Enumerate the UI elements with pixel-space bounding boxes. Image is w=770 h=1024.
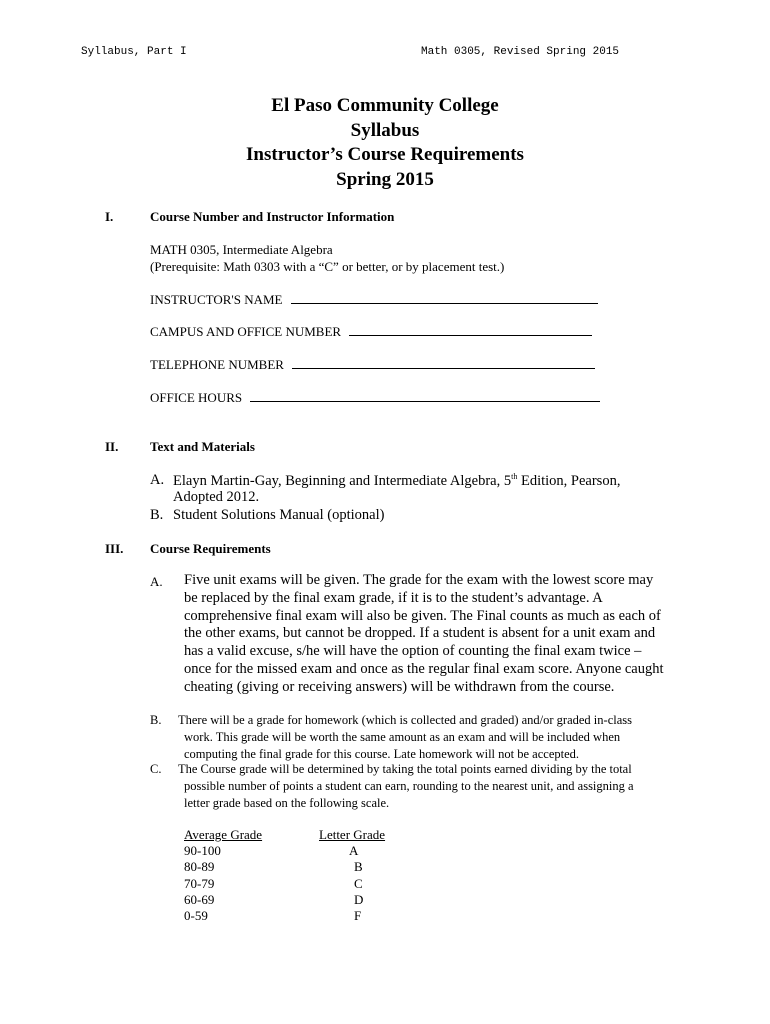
text-item-a (173, 472, 620, 490)
instructor-name-label: INSTRUCTOR'S NAME (150, 292, 283, 307)
requirement-b-line: computing the final grade for this course. Late homework will not be accepted. (184, 746, 580, 761)
text-item-a-label: A. (150, 472, 165, 488)
requirement-a-text (184, 572, 664, 697)
text-item-a-adopted: Adopted 2012. (173, 489, 260, 505)
requirement-a-line: comprehensive final exam will also be given. The Final counts as much as each of (184, 607, 661, 624)
instructor-name-blank[interactable] (291, 291, 598, 304)
telephone-label: TELEPHONE NUMBER (150, 357, 284, 372)
edition-superscript: th (511, 472, 518, 481)
office-hours-blank[interactable] (250, 389, 600, 402)
requirement-b-label: B. (150, 713, 162, 727)
letter-grade-cell: A (349, 843, 359, 859)
section-2-heading: Text and Materials (150, 439, 255, 454)
letter-grade-cell: F (354, 907, 362, 923)
text-item-b-label: B. (150, 507, 164, 523)
office-hours-label: OFFICE HOURS (150, 390, 243, 405)
requirement-a-line: the other exams, but cannot be dropped. If a student is absent for a unit exam and (184, 625, 656, 642)
average-grade-cell: 90-100 (184, 843, 221, 859)
average-grade-cell: 60-69 (184, 891, 215, 907)
requirement-b-text (184, 729, 620, 762)
requirement-c-line: letter grade based on the following scale. (184, 795, 390, 810)
section-2-number: II. (105, 439, 119, 454)
textbook-publisher: Edition, Pearson, (517, 472, 621, 489)
requirement-c-line: possible number of points a student can earn, rounding to the nearest unit, and assigning a (184, 779, 634, 793)
campus-office-row (150, 323, 592, 340)
average-grade-header: Average Grade (184, 827, 263, 842)
campus-office-label: CAMPUS AND OFFICE NUMBER (150, 324, 342, 339)
average-grade-cell: 80-89 (184, 859, 215, 875)
average-grade-cell: 0-59 (184, 907, 208, 923)
section-3-number: III. (105, 541, 124, 556)
course-prerequisite: (Prerequisite: Math 0303 with a “C” or better, or by placement test.) (150, 259, 505, 274)
requirement-a-line: Five unit exams will be given. The grade for the exam with the lowest score may (184, 572, 654, 588)
telephone-row (150, 356, 595, 373)
text-item-b: Student Solutions Manual (optional) (173, 507, 385, 523)
letter-grade-cell: D (354, 891, 364, 907)
title-term: Spring 2015 (336, 169, 434, 190)
running-header-left: Syllabus, Part I (81, 46, 187, 58)
campus-office-blank[interactable] (349, 323, 592, 336)
telephone-blank[interactable] (292, 356, 595, 369)
running-header-right: Math 0305, Revised Spring 2015 (421, 46, 620, 58)
office-hours-row (150, 389, 600, 406)
title-requirements: Instructor’s Course Requirements (246, 144, 524, 165)
course-title: MATH 0305, Intermediate Algebra (150, 242, 333, 257)
instructor-name-row (150, 291, 598, 308)
requirement-c-first-line: The Course grade will be determined by taking the total points earned dividing by the total (178, 762, 632, 776)
average-grade-cell: 70-79 (184, 875, 215, 891)
letter-grade-cell: B (354, 859, 363, 875)
requirement-c-text (184, 778, 634, 811)
requirement-a-label: A. (150, 574, 163, 589)
requirement-a-line: has a valid excuse, s/he will have the option of counting the final exam twice – (184, 643, 642, 660)
requirement-a-line: once for the missed exam and once as the regular final exam score. Anyone caught (184, 660, 664, 677)
requirement-b-line: work. This grade will be worth the same amount as an exam and will be included when (184, 730, 621, 744)
section-1-heading: Course Number and Instructor Information (150, 209, 395, 224)
requirement-c-label: C. (150, 762, 162, 776)
letter-grade-header: Letter Grade (319, 827, 386, 842)
section-1-number: I. (105, 209, 114, 224)
title-syllabus: Syllabus (350, 120, 420, 141)
letter-grade-cell: C (354, 875, 363, 891)
requirement-a-line: be replaced by the final exam grade, if it is to the student’s advantage. A (184, 589, 603, 606)
title-college: El Paso Community College (271, 95, 499, 116)
textbook-title: Elayn Martin-Gay, Beginning and Intermediate Algebra, 5 (173, 472, 512, 489)
requirement-b-first-line: There will be a grade for homework (which is collected and graded) and/or graded in-class (178, 713, 632, 727)
requirement-a-line: cheating (giving or receiving answers) will be withdrawn from the course. (184, 678, 615, 695)
section-3-heading: Course Requirements (150, 541, 271, 556)
